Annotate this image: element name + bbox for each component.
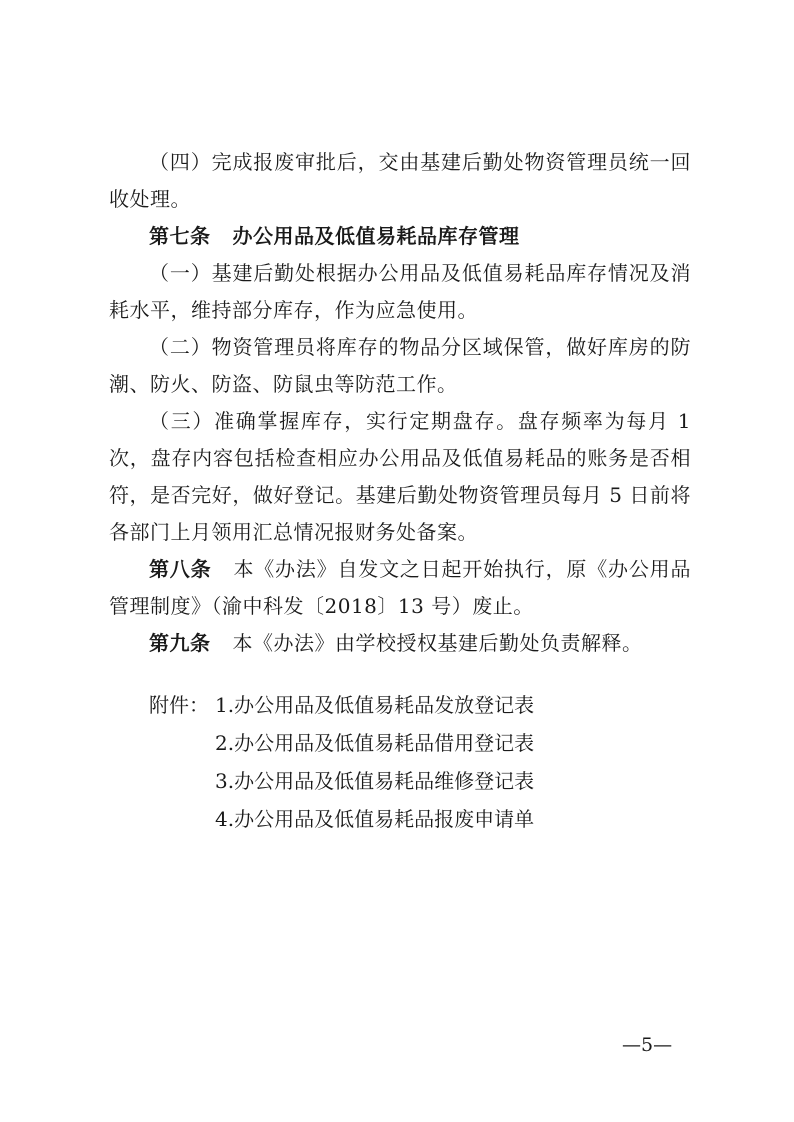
article-9-text: 本《办法》由学校授权基建后勤处负责解释。 [232, 631, 643, 655]
paragraph-7-3: （三）准确掌握库存，实行定期盘存。盘存频率为每月 1 次，盘存内容包括检查相应办公用品及低值易耗品的账务是否相符，是否完好，做好登记。基建后勤处物资管理员每月 5 日前将各部门上月领用汇总情况报财务处备案。 [109, 409, 691, 544]
attachment-item-2: 2.办公用品及低值易耗品借用登记表 [215, 731, 535, 755]
attachment-item-3: 3.办公用品及低值易耗品维修登记表 [215, 769, 535, 793]
paragraph-7-1: （一）基建后勤处根据办公用品及低值易耗品库存情况及消耗水平，维持部分库存，作为应急使用。 [109, 261, 691, 322]
article-7-heading [109, 218, 691, 255]
attachment-item-4: 4.办公用品及低值易耗品报废申请单 [215, 807, 535, 831]
article-8 [109, 551, 691, 625]
attachment-item-1: 1.办公用品及低值易耗品发放登记表 [215, 693, 535, 717]
article-8-label: 第八条 [149, 557, 212, 581]
article-7-label: 第七条 [149, 224, 211, 248]
attachment-item [149, 762, 534, 800]
paragraph-7-2: （二）物资管理员将库存的物品分区域保管，做好库房的防潮、防火、防盗、防鼠虫等防范工作。 [109, 335, 691, 396]
attachments-label: 附件： [149, 693, 209, 717]
attachment-item [149, 686, 534, 724]
article-9-label: 第九条 [149, 631, 211, 655]
article-7-title: 办公用品及低值易耗品库存管理 [232, 224, 520, 248]
body-text [109, 144, 691, 662]
paragraph-4-disposal: （四）完成报废审批后，交由基建后勤处物资管理员统一回收处理。 [109, 150, 691, 211]
article-8-text: 本《办法》自发文之日起开始执行，原《办公用品管理制度》（渝中科发〔2018〕13 号）废止。 [109, 557, 691, 618]
attachment-item [149, 724, 534, 762]
article-9 [109, 625, 691, 662]
page-number: —5— [622, 1034, 673, 1056]
attachment-item [149, 800, 534, 838]
attachments-list [149, 686, 534, 838]
